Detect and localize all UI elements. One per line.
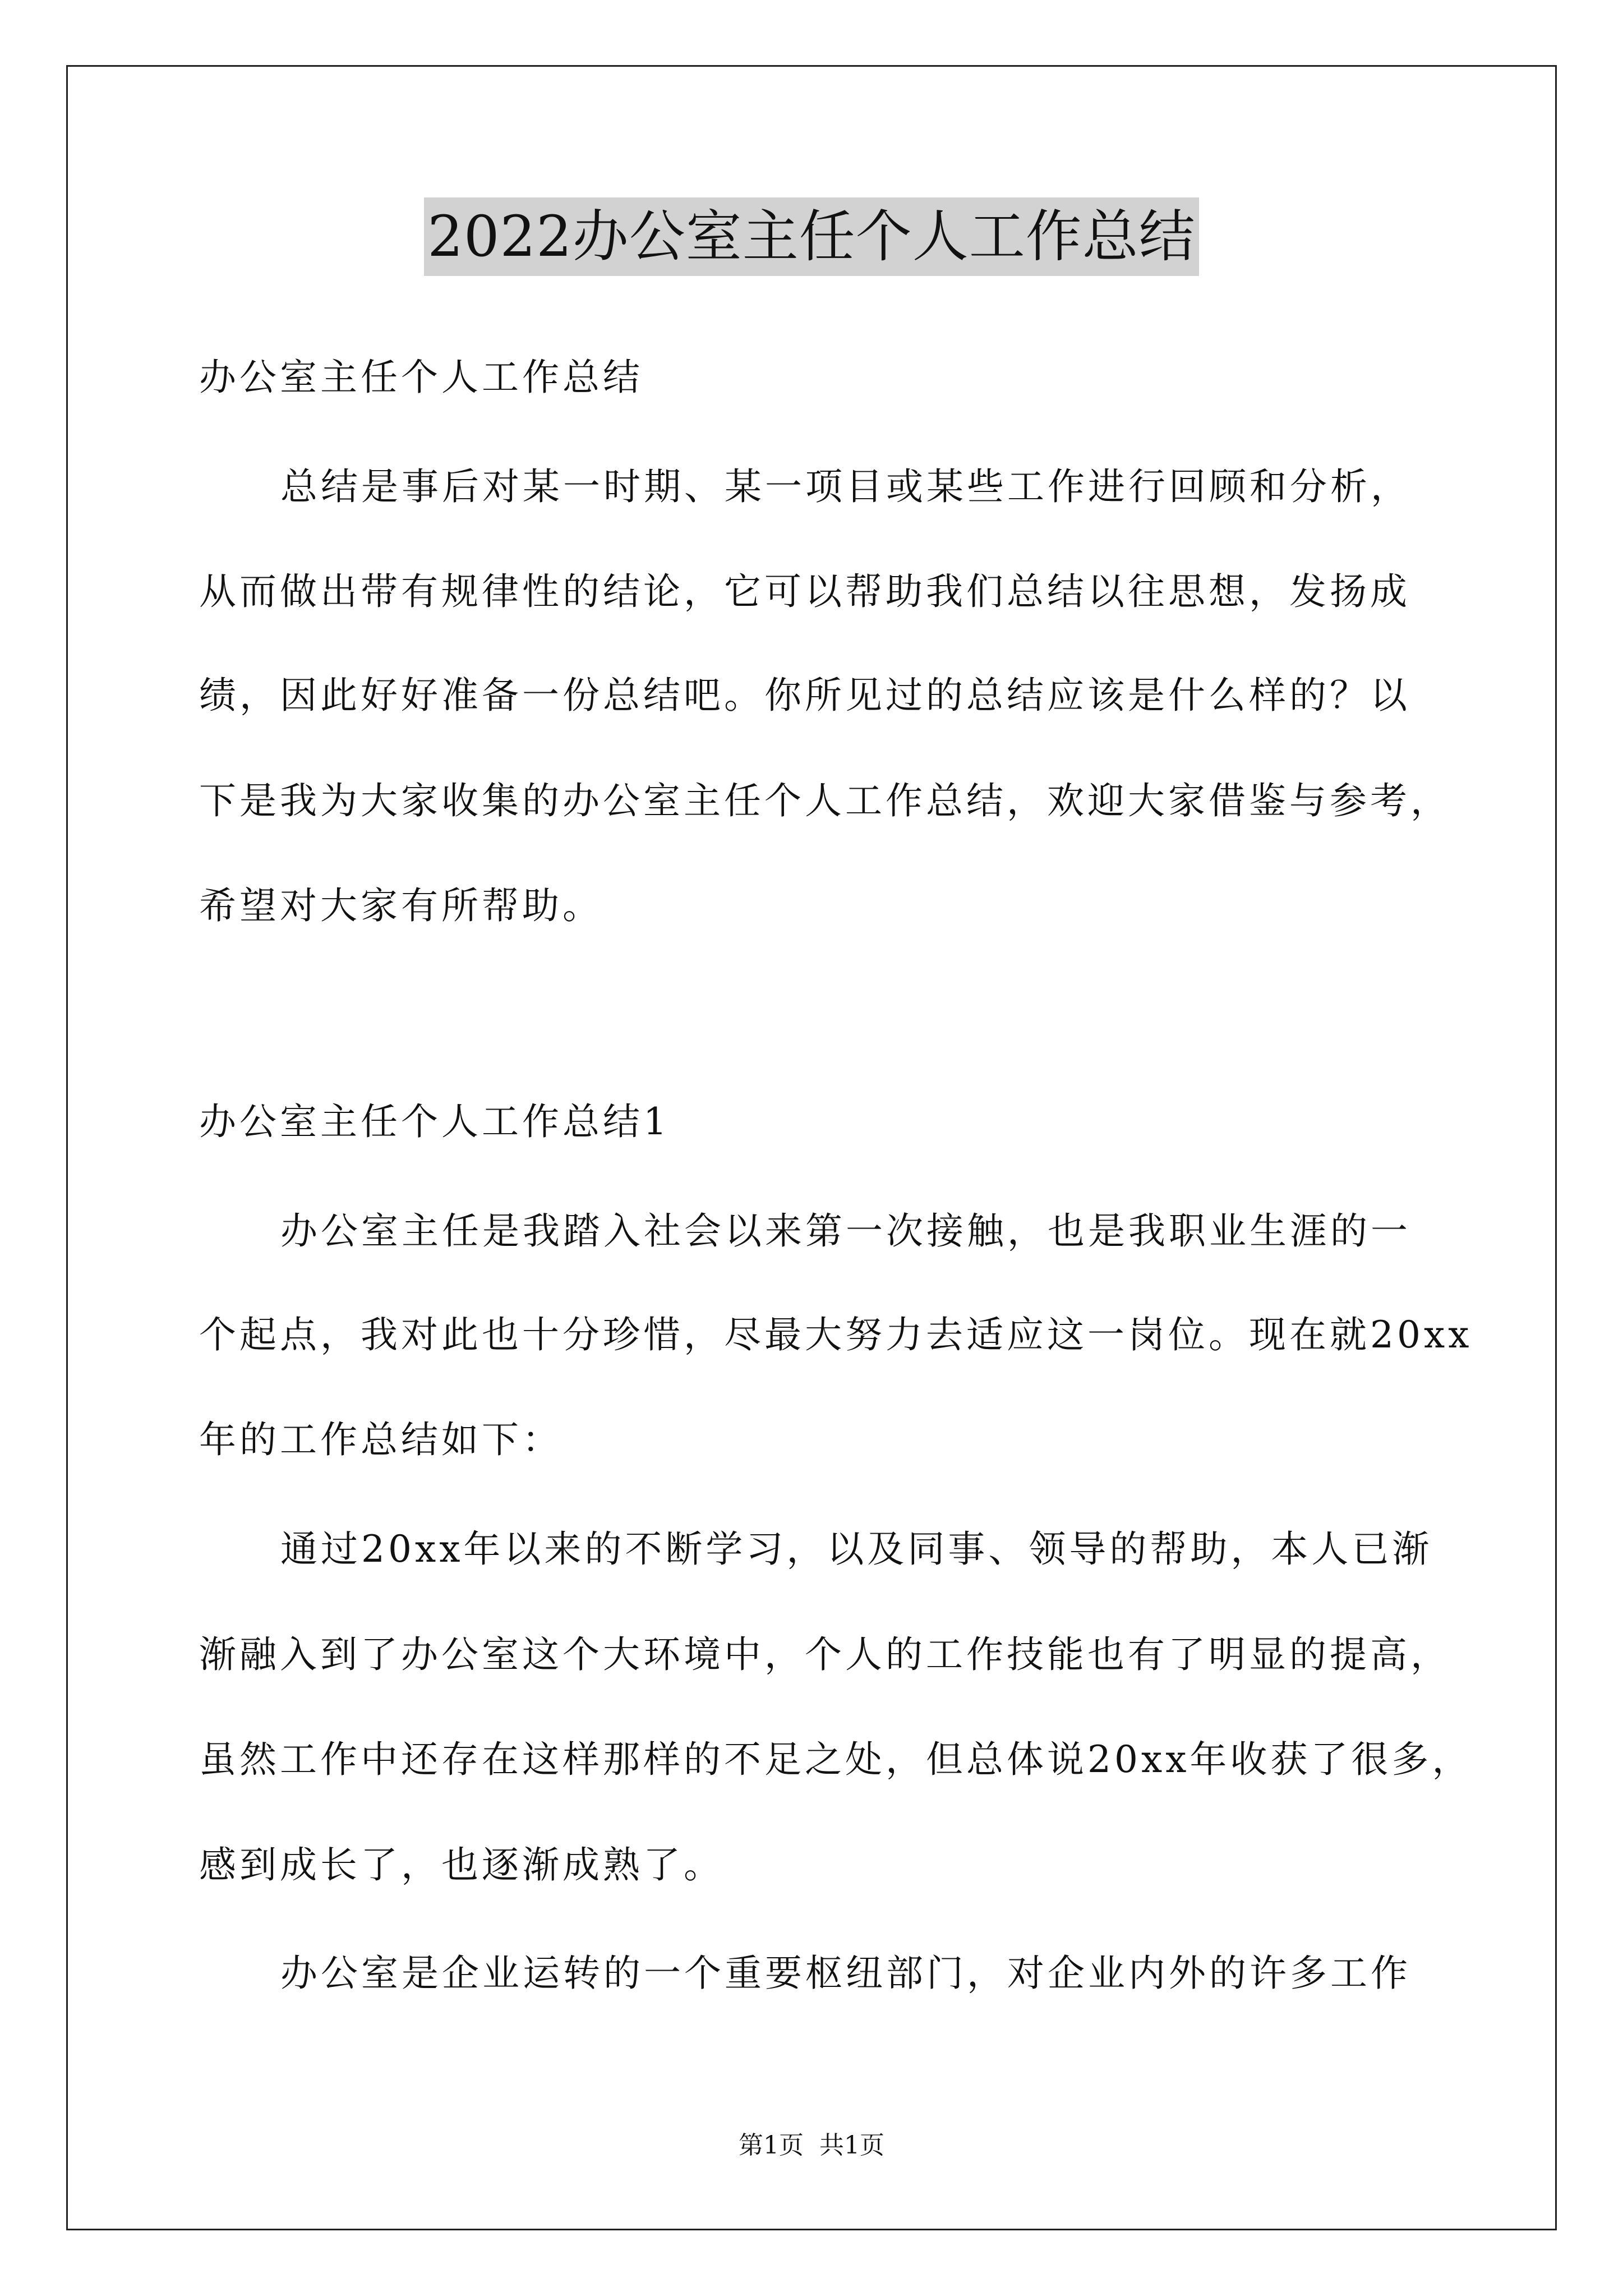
paragraph-line: 办公室主任是我踏入社会以来第一次接触，也是我职业生涯的一 xyxy=(280,1209,1411,1253)
section-heading: 办公室主任个人工作总结 xyxy=(199,356,643,399)
document-title: 2022办公室主任个人工作总结 xyxy=(424,197,1199,276)
paragraph-line: 渐融入到了办公室这个大环境中，个人的工作技能也有了明显的提高， xyxy=(199,1633,1451,1676)
paragraph-line: 虽然工作中还存在这样那样的不足之处，但总体说20xx年收获了很多， xyxy=(199,1738,1473,1781)
paragraph-line: 感到成长了，也逐渐成熟了。 xyxy=(199,1843,724,1887)
page-footer: 第1页 共1页 xyxy=(739,2131,884,2160)
title-container xyxy=(0,197,1623,276)
paragraph-line: 个起点，我对此也十分珍惜，尽最大努力去适应这一岗位。现在就20xx xyxy=(199,1313,1473,1356)
paragraph-line: 通过20xx年以来的不断学习，以及同事、领导的帮助，本人已渐 xyxy=(280,1527,1433,1571)
paragraph-line: 希望对大家有所帮助。 xyxy=(199,884,603,927)
paragraph-line: 年的工作总结如下： xyxy=(199,1418,562,1461)
paragraph-line: 下是我为大家收集的办公室主任个人工作总结，欢迎大家借鉴与参考， xyxy=(199,779,1451,822)
paragraph-line: 总结是事后对某一时期、某一项目或某些工作进行回顾和分析， xyxy=(280,465,1411,508)
paragraph-line: 办公室是企业运转的一个重要枢纽部门，对企业内外的许多工作 xyxy=(280,1952,1411,1995)
section-heading: 办公室主任个人工作总结1 xyxy=(199,1100,670,1143)
paragraph-line: 从而做出带有规律性的结论，它可以帮助我们总结以往思想，发扬成 xyxy=(199,570,1410,613)
paragraph-line: 绩，因此好好准备一份总结吧。你所见过的总结应该是什么样的？以 xyxy=(199,674,1410,717)
